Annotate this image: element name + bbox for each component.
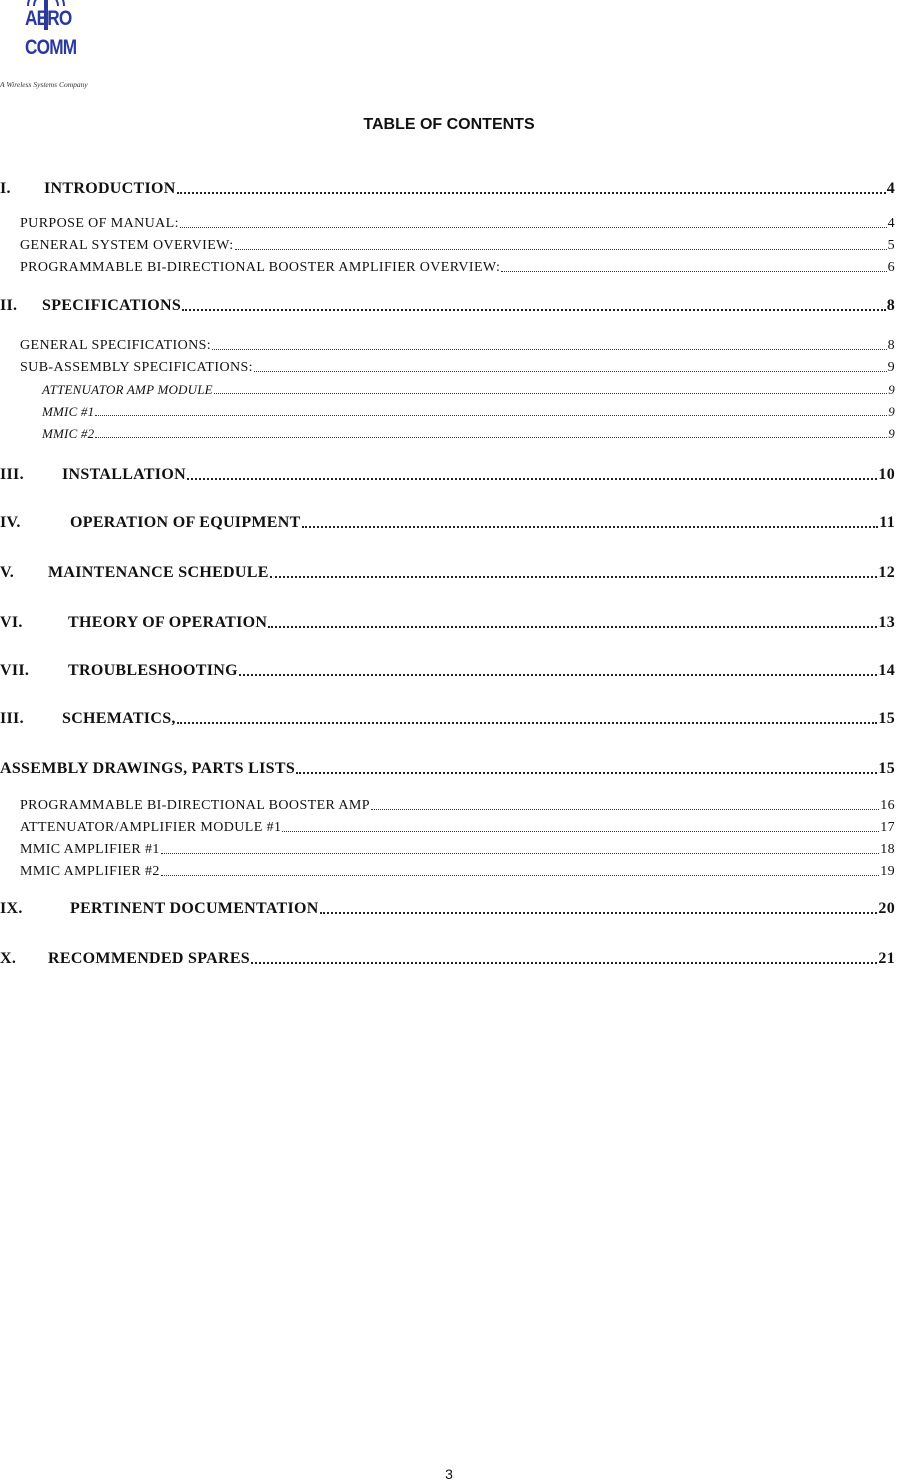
toc-entry-page: 11 (879, 514, 895, 531)
toc-entry[interactable] (0, 564, 895, 582)
toc-entry-label: MAINTENANCE SCHEDULE (48, 564, 269, 581)
toc-entry[interactable] (0, 950, 895, 968)
dot-leader (270, 576, 878, 578)
toc-entry[interactable] (42, 426, 895, 442)
toc-entry-page: 20 (878, 900, 895, 917)
toc-entry[interactable] (20, 798, 895, 814)
toc-entry-number: VI. (0, 614, 23, 631)
toc-entry[interactable] (0, 514, 895, 532)
toc-entry-label: GENERAL SPECIFICATIONS: (20, 338, 212, 353)
toc-entry-label: SCHEMATICS, (62, 710, 176, 727)
toc-entry-label: TROUBLESHOOTING (68, 662, 238, 679)
toc-entry-number: I. (0, 180, 11, 197)
dot-leader (182, 309, 886, 311)
toc-entry-label: ASSEMBLY DRAWINGS, PARTS LISTS (0, 760, 296, 777)
toc-entry[interactable] (20, 260, 895, 276)
dot-leader (161, 875, 879, 876)
toc-entry[interactable] (0, 614, 895, 632)
toc-entry[interactable] (42, 404, 895, 420)
dot-leader (177, 722, 878, 724)
toc-entry-label: MMIC #2 (42, 426, 95, 441)
toc-entry-number: IV. (0, 514, 21, 531)
toc-entry[interactable] (20, 864, 895, 880)
dot-leader (282, 831, 879, 832)
dot-leader (214, 393, 887, 394)
toc-entry-label: RECOMMENDED SPARES (48, 950, 251, 967)
logo-tagline: A Wireless Systems Company (0, 80, 88, 89)
toc-entry-page: 9 (888, 404, 895, 419)
toc-entry[interactable] (0, 710, 895, 728)
toc-entry-page: 4 (886, 180, 895, 197)
toc-entry[interactable] (0, 900, 895, 918)
toc-entry-label: PROGRAMMABLE BI-DIRECTIONAL BOOSTER AMP (20, 798, 370, 813)
dot-leader (177, 192, 886, 194)
dot-leader (212, 349, 887, 350)
toc-entry[interactable] (0, 466, 895, 484)
toc-entry[interactable] (0, 180, 895, 198)
dot-leader (501, 271, 886, 272)
toc-entry-label: ATTENUATOR/AMPLIFIER MODULE #1 (20, 820, 282, 835)
dot-leader (268, 626, 877, 628)
toc-entry[interactable] (0, 760, 895, 778)
toc-entry-label: PURPOSE OF MANUAL: (20, 216, 179, 231)
toc-entry-number: X. (0, 950, 17, 967)
toc-entry-page: 21 (878, 950, 895, 967)
toc-entry-page: 4 (887, 216, 895, 231)
dot-leader (187, 478, 877, 480)
toc-entry[interactable] (20, 842, 895, 858)
toc-entry[interactable] (0, 297, 895, 315)
toc-entry[interactable] (20, 820, 895, 836)
dot-leader (320, 912, 878, 914)
toc-entry-page: 12 (878, 564, 895, 581)
logo-line-1: AERO (25, 7, 72, 30)
toc-entry-page: 16 (880, 798, 895, 813)
toc-entry-number: III. (0, 710, 24, 727)
toc-entry-number: IX. (0, 900, 23, 917)
dot-leader (296, 772, 877, 774)
logo-line-2: COMM (25, 36, 77, 59)
toc-entry-page: 9 (887, 360, 895, 375)
toc-entry-page: 17 (880, 820, 895, 835)
toc-entry[interactable] (20, 216, 895, 232)
toc-entry-page: 18 (880, 842, 895, 857)
dot-leader (235, 249, 887, 250)
dot-leader (371, 809, 879, 810)
toc-entry[interactable] (42, 382, 895, 398)
dot-leader (180, 227, 887, 228)
toc-entry-page: 14 (878, 662, 895, 679)
toc-entry-number: VII. (0, 662, 30, 679)
toc-entry-label: INSTALLATION (62, 466, 186, 483)
toc-entry-label: MMIC AMPLIFIER #1 (20, 842, 160, 857)
toc-entry-label: PERTINENT DOCUMENTATION (70, 900, 319, 917)
toc-entry[interactable] (20, 360, 895, 376)
toc-entry-label: SPECIFICATIONS (42, 297, 182, 314)
toc-entry-number: II. (0, 297, 18, 314)
toc-entry[interactable] (0, 662, 895, 680)
toc-entry-page: 13 (878, 614, 895, 631)
toc-entry[interactable] (20, 238, 895, 254)
toc-entry-page: 8 (887, 338, 895, 353)
toc-entry-number: V. (0, 564, 15, 581)
toc-entry-label: PROGRAMMABLE BI-DIRECTIONAL BOOSTER AMPLIFIER OVERVIEW: (20, 260, 501, 275)
dot-leader (161, 853, 879, 854)
dot-leader (95, 415, 887, 416)
toc-entry-page: 8 (886, 297, 895, 314)
toc-entry-label: MMIC #1 (42, 404, 95, 419)
toc-entry-page: 5 (887, 238, 895, 253)
toc-entry-page: 10 (878, 466, 895, 483)
dot-leader (251, 962, 877, 964)
toc-entry-page: 9 (888, 426, 895, 441)
dot-leader (254, 371, 887, 372)
toc-entry-label: SUB-ASSEMBLY SPECIFICATIONS: (20, 360, 253, 375)
toc-entry-label: MMIC AMPLIFIER #2 (20, 864, 160, 879)
toc-entry-page: 15 (878, 760, 895, 777)
dot-leader (95, 437, 887, 438)
page-number: 3 (445, 1466, 453, 1482)
toc-entry-number: III. (0, 466, 24, 483)
toc-entry-page: 19 (880, 864, 895, 879)
toc-entry-label: THEORY OF OPERATION (68, 614, 268, 631)
company-logo (0, 0, 120, 95)
toc-entry-label: INTRODUCTION (44, 180, 176, 197)
dot-leader (302, 526, 879, 528)
toc-entry-page: 6 (887, 260, 895, 275)
toc-entry-page: 9 (888, 382, 895, 397)
toc-entry-label: OPERATION OF EQUIPMENT (70, 514, 301, 531)
toc-entry-page: 15 (878, 710, 895, 727)
toc-entry-label: GENERAL SYSTEM OVERVIEW: (20, 238, 234, 253)
toc-title: TABLE OF CONTENTS (363, 116, 535, 133)
toc-entry[interactable] (20, 338, 895, 354)
toc-entry-label: ATTENUATOR AMP MODULE (42, 382, 213, 397)
dot-leader (239, 674, 878, 676)
logo-wordmark (25, 8, 76, 58)
